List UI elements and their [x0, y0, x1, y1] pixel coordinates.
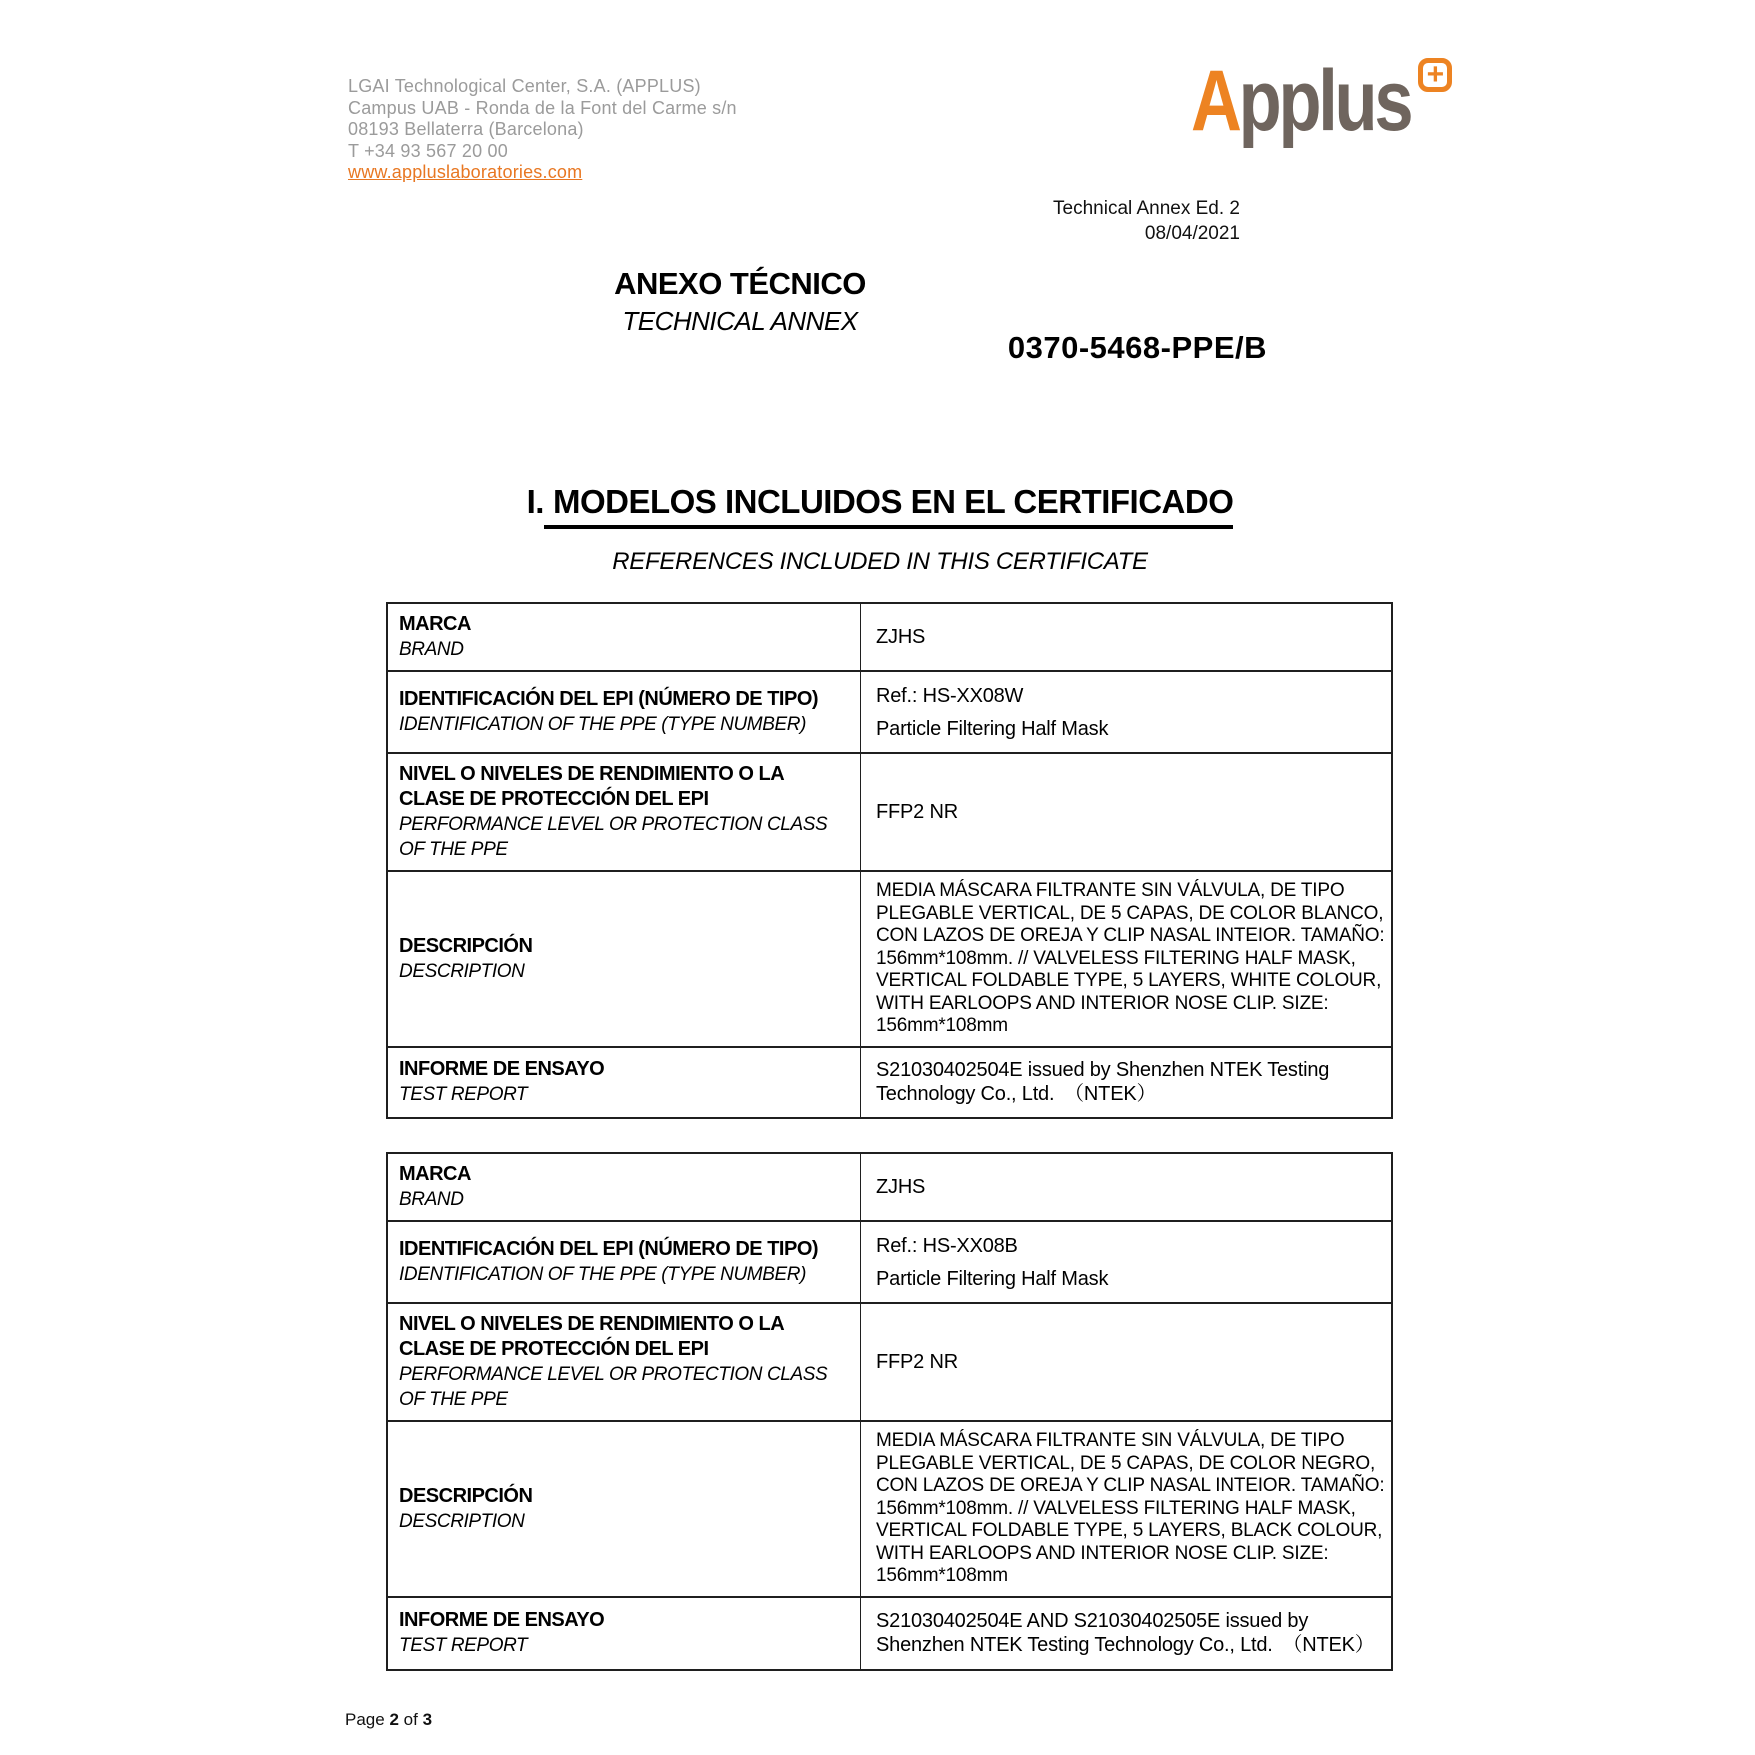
- table-row-test-report: [388, 1596, 1391, 1669]
- row-value: FFP2 NR: [876, 1351, 958, 1373]
- row-value: Particle Filtering Half Mask: [876, 1267, 1109, 1290]
- row-label-es: DESCRIPCIÓN: [399, 934, 533, 957]
- label-cell: [388, 1154, 861, 1220]
- row-label-en: PERFORMANCE LEVEL OR PROTECTION CLASS OF THE PPE: [399, 814, 828, 860]
- value-cell: [861, 1222, 1391, 1302]
- label-cell: [388, 1222, 861, 1302]
- edition-block: [1053, 196, 1240, 246]
- label-cell: [388, 1048, 861, 1117]
- footer-current-page: 2: [389, 1710, 399, 1729]
- row-label-es: INFORME DE ENSAYO: [399, 1609, 605, 1631]
- address-line: LGAI Technological Center, S.A. (APPLUS): [348, 76, 701, 96]
- row-value: Particle Filtering Half Mask: [876, 717, 1109, 740]
- value-cell: [861, 1304, 1391, 1420]
- row-label-es: NIVEL O NIVELES DE RENDIMIENTO O LA CLASE DE PROTECCIÓN DEL EPI: [399, 763, 784, 810]
- lab-address-block: [348, 76, 737, 184]
- logo-letter-a: A: [1191, 53, 1239, 149]
- document-title-en: TECHNICAL ANNEX: [622, 306, 858, 336]
- row-label-en: PERFORMANCE LEVEL OR PROTECTION CLASS OF THE PPE: [399, 1364, 828, 1410]
- label-cell: [388, 604, 861, 670]
- row-label-en: IDENTIFICATION OF THE PPE (TYPE NUMBER): [399, 1264, 807, 1285]
- section-heading-prefix: I.: [526, 483, 544, 520]
- document-title-es: ANEXO TÉCNICO: [614, 266, 866, 301]
- address-line: T +34 93 567 20 00: [348, 140, 508, 161]
- row-label-es: MARCA: [399, 1163, 471, 1185]
- table-row-identification: [388, 670, 1391, 752]
- edition-date: 08/04/2021: [1144, 223, 1240, 244]
- row-label-es: NIVEL O NIVELES DE RENDIMIENTO O LA CLASE DE PROTECCIÓN DEL EPI: [399, 1313, 784, 1360]
- row-value: Ref.: HS-XX08W: [876, 684, 1024, 707]
- section-subheading: REFERENCES INCLUDED IN THIS CERTIFICATE: [612, 548, 1148, 575]
- table-row-performance: [388, 752, 1391, 870]
- table-row-test-report: [388, 1046, 1391, 1117]
- model-table-2: [386, 1152, 1393, 1671]
- table-row-identification: [388, 1220, 1391, 1302]
- certificate-number: 0370-5468-PPE/B: [1007, 330, 1267, 365]
- label-cell: [388, 872, 861, 1046]
- section-heading: [340, 483, 1420, 521]
- row-label-es: MARCA: [399, 613, 471, 635]
- table-row-brand: [388, 604, 1391, 670]
- value-cell: [861, 872, 1391, 1046]
- row-value: MEDIA MÁSCARA FILTRANTE SIN VÁLVULA, DE TIPO PLEGABLE VERTICAL, DE 5 CAPAS, DE COLOR BLANCO, CON LAZOS DE OREJA Y CLIP NASAL INTEIOR. TAMAÑO: 156mm*108mm. // VALVELESS FILTERING HALF MASK, VERTICAL FOLDABLE TYPE, 5 LAYERS, WHITE COLOUR, WITH EARLOOPS AND INTERIOR NOSE CLIP. SIZE: 156mm*108mm: [876, 880, 1385, 1036]
- website-link[interactable]: www.appluslaboratories.com: [348, 162, 583, 182]
- label-cell: [388, 1304, 861, 1420]
- row-label-es: DESCRIPCIÓN: [399, 1484, 533, 1507]
- row-label-en: BRAND: [399, 639, 464, 660]
- row-value: ZJHS: [876, 626, 926, 648]
- row-label-en: DESCRIPTION: [399, 960, 525, 982]
- footer-separator: of: [403, 1710, 418, 1729]
- address-line: 08193 Bellaterra (Barcelona): [348, 119, 584, 139]
- row-value: Ref.: HS-XX08B: [876, 1234, 1018, 1257]
- row-label-en: TEST REPORT: [399, 1635, 528, 1656]
- table-row-brand: [388, 1154, 1391, 1220]
- value-cell: [861, 754, 1391, 870]
- label-cell: [388, 1422, 861, 1596]
- applus-logo: [1191, 53, 1492, 149]
- label-cell: [388, 1598, 861, 1669]
- row-value: S21030402504E issued by Shenzhen NTEK Testing Technology Co., Ltd. （NTEK）: [876, 1059, 1330, 1105]
- row-value: FFP2 NR: [876, 801, 958, 823]
- value-cell: [861, 1048, 1391, 1117]
- row-label-en: BRAND: [399, 1189, 464, 1210]
- model-table-1: [386, 602, 1393, 1119]
- row-value: MEDIA MÁSCARA FILTRANTE SIN VÁLVULA, DE TIPO PLEGABLE VERTICAL, DE 5 CAPAS, DE COLOR NEGRO, CON LAZOS DE OREJA Y CLIP NASAL INTEIOR. TAMAÑO: 156mm*108mm. // VALVELESS FILTERING HALF MASK, VERTICAL FOLDABLE TYPE, 5 LAYERS, BLACK COLOUR, WITH EARLOOPS AND INTERIOR NOSE CLIP. SIZE: 156mm*108mm: [876, 1430, 1385, 1586]
- row-label-es: IDENTIFICACIÓN DEL EPI (NÚMERO DE TIPO): [399, 1238, 819, 1260]
- label-cell: [388, 672, 861, 752]
- applus-logo-text: [1191, 53, 1411, 149]
- row-value: S21030402504E AND S21030402505E issued by Shenzhen NTEK Testing Technology Co., Ltd. （NTEK）: [876, 1610, 1375, 1656]
- edition-label: Technical Annex Ed. 2: [1053, 198, 1240, 219]
- value-cell: [861, 1422, 1391, 1596]
- row-label-en: TEST REPORT: [399, 1084, 528, 1105]
- table-row-performance: [388, 1302, 1391, 1420]
- row-label-en: DESCRIPTION: [399, 1510, 525, 1532]
- value-cell: [861, 1154, 1391, 1220]
- page-footer: [345, 1710, 432, 1730]
- value-cell: [861, 604, 1391, 670]
- title-block: [555, 266, 925, 337]
- row-label-es: INFORME DE ENSAYO: [399, 1058, 605, 1080]
- logo-letters-rest: pplus: [1238, 53, 1411, 149]
- address-line: Campus UAB - Ronda de la Font del Carme s/n: [348, 97, 737, 118]
- footer-prefix: Page: [345, 1710, 385, 1729]
- footer-total-pages: 3: [422, 1710, 433, 1729]
- table-row-description: [388, 1420, 1391, 1596]
- value-cell: [861, 672, 1391, 752]
- table-row-description: [388, 870, 1391, 1046]
- plus-glyph: +: [1426, 58, 1445, 91]
- section-heading-text: MODELOS INCLUIDOS EN EL CERTIFICADO: [544, 483, 1233, 529]
- row-label-es: IDENTIFICACIÓN DEL EPI (NÚMERO DE TIPO): [399, 688, 819, 710]
- row-value: ZJHS: [876, 1176, 926, 1198]
- row-label-en: IDENTIFICATION OF THE PPE (TYPE NUMBER): [399, 714, 807, 735]
- plus-badge-icon: [1418, 58, 1452, 92]
- label-cell: [388, 754, 861, 870]
- value-cell: [861, 1598, 1391, 1669]
